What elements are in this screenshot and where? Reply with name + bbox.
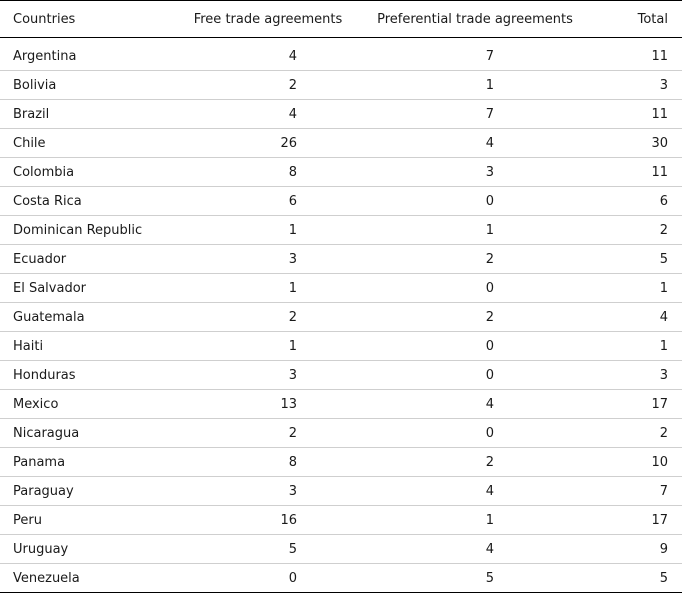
preferential-trade-agreements-cell: 3 <box>356 158 594 187</box>
country-cell: Argentina <box>0 38 180 71</box>
table-row <box>0 448 682 477</box>
country-cell: Costa Rica <box>0 187 180 216</box>
total-cell: 5 <box>594 564 682 593</box>
free-trade-agreements-cell: 16 <box>180 506 356 535</box>
table-body <box>0 38 682 593</box>
table-row <box>0 332 682 361</box>
table-row <box>0 216 682 245</box>
preferential-trade-agreements-cell: 5 <box>356 564 594 593</box>
preferential-trade-agreements-cell: 1 <box>356 71 594 100</box>
table-row <box>0 38 682 71</box>
free-trade-agreements-cell: 2 <box>180 303 356 332</box>
total-cell: 4 <box>594 303 682 332</box>
free-trade-agreements-cell: 1 <box>180 274 356 303</box>
header-row <box>0 1 682 38</box>
free-trade-agreements-cell: 0 <box>180 564 356 593</box>
preferential-trade-agreements-cell: 0 <box>356 274 594 303</box>
preferential-trade-agreements-cell: 0 <box>356 332 594 361</box>
total-cell: 2 <box>594 216 682 245</box>
free-trade-agreements-cell: 2 <box>180 71 356 100</box>
country-cell: Panama <box>0 448 180 477</box>
free-trade-agreements-cell: 26 <box>180 129 356 158</box>
country-cell: Guatemala <box>0 303 180 332</box>
country-cell: Honduras <box>0 361 180 390</box>
country-cell: Dominican Republic <box>0 216 180 245</box>
table-row <box>0 129 682 158</box>
preferential-trade-agreements-cell: 4 <box>356 477 594 506</box>
free-trade-agreements-cell: 2 <box>180 419 356 448</box>
country-cell: Nicaragua <box>0 419 180 448</box>
total-cell: 5 <box>594 245 682 274</box>
country-cell: Haiti <box>0 332 180 361</box>
table-row <box>0 564 682 593</box>
total-cell: 11 <box>594 158 682 187</box>
preferential-trade-agreements-cell: 4 <box>356 535 594 564</box>
preferential-trade-agreements-cell: 0 <box>356 419 594 448</box>
free-trade-agreements-cell: 8 <box>180 448 356 477</box>
preferential-trade-agreements-cell: 0 <box>356 361 594 390</box>
country-cell: Chile <box>0 129 180 158</box>
table-row <box>0 274 682 303</box>
country-cell: Brazil <box>0 100 180 129</box>
table-row <box>0 535 682 564</box>
preferential-trade-agreements-cell: 7 <box>356 38 594 71</box>
country-cell: El Salvador <box>0 274 180 303</box>
header-preferential-trade-agreements: Preferential trade agreements <box>356 1 594 38</box>
table-row <box>0 158 682 187</box>
total-cell: 11 <box>594 38 682 71</box>
total-cell: 6 <box>594 187 682 216</box>
table-row <box>0 303 682 332</box>
table-row <box>0 506 682 535</box>
total-cell: 1 <box>594 332 682 361</box>
total-cell: 10 <box>594 448 682 477</box>
table-header <box>0 1 682 38</box>
preferential-trade-agreements-cell: 2 <box>356 245 594 274</box>
country-cell: Venezuela <box>0 564 180 593</box>
free-trade-agreements-cell: 3 <box>180 361 356 390</box>
country-cell: Paraguay <box>0 477 180 506</box>
table-row <box>0 419 682 448</box>
total-cell: 1 <box>594 274 682 303</box>
country-cell: Colombia <box>0 158 180 187</box>
table-row <box>0 361 682 390</box>
free-trade-agreements-cell: 4 <box>180 100 356 129</box>
table-row <box>0 477 682 506</box>
country-cell: Mexico <box>0 390 180 419</box>
table-row <box>0 245 682 274</box>
free-trade-agreements-cell: 8 <box>180 158 356 187</box>
total-cell: 30 <box>594 129 682 158</box>
preferential-trade-agreements-cell: 0 <box>356 187 594 216</box>
free-trade-agreements-cell: 1 <box>180 332 356 361</box>
total-cell: 2 <box>594 419 682 448</box>
free-trade-agreements-cell: 1 <box>180 216 356 245</box>
free-trade-agreements-cell: 13 <box>180 390 356 419</box>
free-trade-agreements-cell: 6 <box>180 187 356 216</box>
preferential-trade-agreements-cell: 2 <box>356 448 594 477</box>
total-cell: 3 <box>594 361 682 390</box>
preferential-trade-agreements-cell: 1 <box>356 216 594 245</box>
preferential-trade-agreements-cell: 4 <box>356 390 594 419</box>
table-row <box>0 100 682 129</box>
total-cell: 11 <box>594 100 682 129</box>
table-row <box>0 187 682 216</box>
free-trade-agreements-cell: 4 <box>180 38 356 71</box>
table-row <box>0 71 682 100</box>
free-trade-agreements-cell: 5 <box>180 535 356 564</box>
total-cell: 17 <box>594 506 682 535</box>
preferential-trade-agreements-cell: 4 <box>356 129 594 158</box>
country-cell: Ecuador <box>0 245 180 274</box>
country-cell: Peru <box>0 506 180 535</box>
country-cell: Bolivia <box>0 71 180 100</box>
header-free-trade-agreements: Free trade agreements <box>180 1 356 38</box>
country-cell: Uruguay <box>0 535 180 564</box>
preferential-trade-agreements-cell: 7 <box>356 100 594 129</box>
preferential-trade-agreements-cell: 2 <box>356 303 594 332</box>
total-cell: 9 <box>594 535 682 564</box>
free-trade-agreements-cell: 3 <box>180 245 356 274</box>
header-total: Total <box>594 1 682 38</box>
total-cell: 7 <box>594 477 682 506</box>
total-cell: 17 <box>594 390 682 419</box>
total-cell: 3 <box>594 71 682 100</box>
preferential-trade-agreements-cell: 1 <box>356 506 594 535</box>
free-trade-agreements-cell: 3 <box>180 477 356 506</box>
table-row <box>0 390 682 419</box>
header-countries: Countries <box>0 1 180 38</box>
